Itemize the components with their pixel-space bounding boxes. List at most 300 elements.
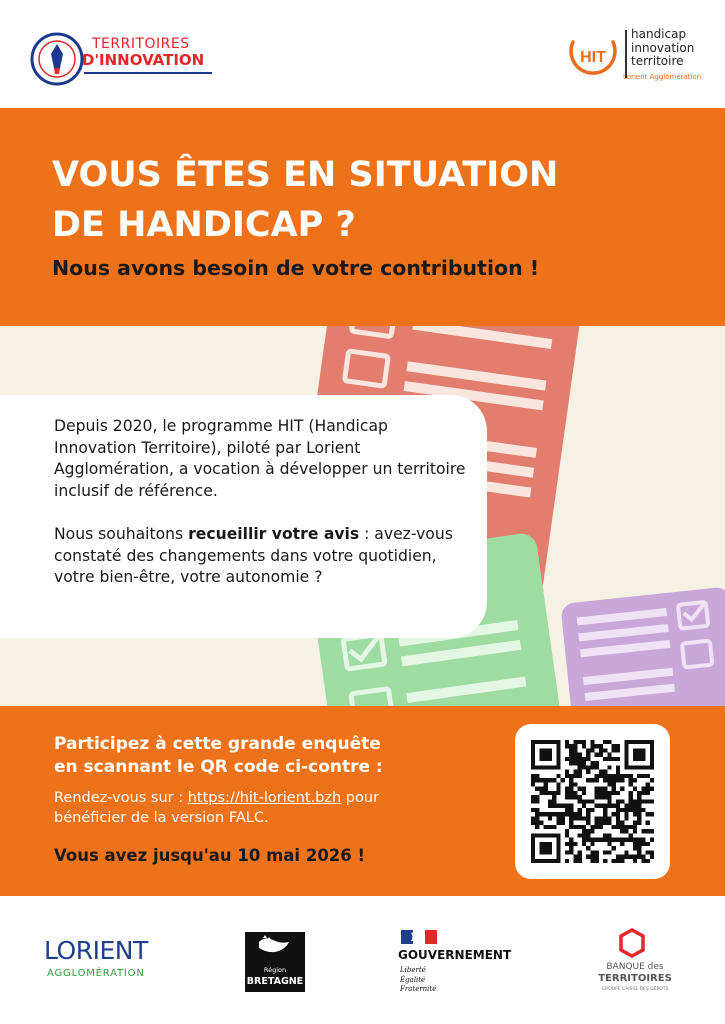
qr-module bbox=[595, 753, 599, 757]
bretagne-logo-region: Région bbox=[263, 966, 287, 974]
qr-module bbox=[637, 812, 641, 816]
deadline-text: Vous avez jusqu'au 10 mai 2026 ! bbox=[54, 846, 366, 865]
qr-module bbox=[556, 804, 560, 808]
qr-module bbox=[599, 787, 603, 791]
qr-module bbox=[552, 812, 556, 816]
qr-module bbox=[603, 795, 607, 799]
qr-module bbox=[616, 816, 620, 820]
qr-module bbox=[616, 855, 620, 859]
lorient-logo-name: LORIENT bbox=[44, 936, 148, 965]
qr-module bbox=[578, 799, 582, 803]
qr-module bbox=[531, 799, 535, 803]
qr-module bbox=[637, 816, 641, 820]
qr-module bbox=[569, 782, 573, 786]
qr-module bbox=[582, 787, 586, 791]
qr-module bbox=[629, 799, 633, 803]
qr-module bbox=[620, 855, 624, 859]
qr-module bbox=[616, 804, 620, 808]
qr-module bbox=[599, 744, 603, 748]
qr-module bbox=[595, 791, 599, 795]
qr-module bbox=[641, 791, 645, 795]
qr-module bbox=[620, 774, 624, 778]
qr-module bbox=[641, 859, 645, 863]
qr-module bbox=[599, 748, 603, 752]
visit-text bbox=[54, 788, 454, 828]
qr-module bbox=[641, 774, 645, 778]
qr-module bbox=[578, 795, 582, 799]
qr-module bbox=[565, 833, 569, 837]
qr-module bbox=[586, 753, 590, 757]
qr-module bbox=[650, 799, 654, 803]
qr-module bbox=[633, 778, 637, 782]
qr-module bbox=[569, 821, 573, 825]
qr-module bbox=[607, 816, 611, 820]
qr-module bbox=[595, 744, 599, 748]
qr-module bbox=[578, 740, 582, 744]
qr-module bbox=[641, 799, 645, 803]
qr-module bbox=[633, 859, 637, 863]
qr-module bbox=[624, 838, 628, 842]
qr-module bbox=[548, 791, 552, 795]
qr-module bbox=[616, 825, 620, 829]
qr-module bbox=[607, 791, 611, 795]
qr-module bbox=[573, 782, 577, 786]
qr-module bbox=[650, 787, 654, 791]
qr-module bbox=[646, 812, 650, 816]
qr-module bbox=[624, 804, 628, 808]
qr-module bbox=[552, 795, 556, 799]
intro-paragraph-2-start: Nous souhaitons bbox=[54, 525, 189, 543]
qr-module bbox=[603, 838, 607, 842]
qr-module bbox=[582, 833, 586, 837]
qr-module bbox=[535, 816, 539, 820]
qr-module bbox=[565, 770, 569, 774]
marianne-flag-icon bbox=[401, 930, 437, 944]
qr-module bbox=[531, 808, 535, 812]
qr-module bbox=[603, 821, 607, 825]
qr-module bbox=[569, 787, 573, 791]
qr-module bbox=[565, 850, 569, 854]
qr-module bbox=[569, 753, 573, 757]
qr-module bbox=[650, 838, 654, 842]
qr-module bbox=[624, 774, 628, 778]
qr-module bbox=[590, 799, 594, 803]
survey-link[interactable]: https://hit-lorient.bzh bbox=[187, 790, 342, 806]
qr-module bbox=[624, 808, 628, 812]
qr-module bbox=[569, 804, 573, 808]
qr-module bbox=[633, 799, 637, 803]
qr-module bbox=[616, 808, 620, 812]
cta-line-1: Participez à cette grande enquête bbox=[54, 734, 381, 754]
qr-module bbox=[569, 744, 573, 748]
qr-module bbox=[586, 770, 590, 774]
territoires-logo-underline bbox=[84, 72, 212, 74]
qr-module bbox=[620, 825, 624, 829]
qr-module bbox=[556, 821, 560, 825]
qr-module bbox=[629, 804, 633, 808]
qr-module bbox=[582, 842, 586, 846]
qr-module bbox=[578, 833, 582, 837]
qr-module bbox=[573, 859, 577, 863]
intro-paragraph-2-end: : avez-vous constaté des changements dans votre quotidien, votre bien-être, votre autonomie ? bbox=[54, 525, 453, 586]
qr-module bbox=[637, 842, 641, 846]
banque-hexagon-mark-icon bbox=[618, 928, 646, 958]
qr-module bbox=[590, 842, 594, 846]
qr-module bbox=[586, 816, 590, 820]
qr-module bbox=[569, 846, 573, 850]
motto-liberte: Liberté bbox=[400, 966, 426, 974]
qr-module bbox=[616, 859, 620, 863]
qr-module bbox=[578, 859, 582, 863]
qr-module bbox=[641, 842, 645, 846]
qr-module bbox=[637, 808, 641, 812]
qr-module bbox=[624, 829, 628, 833]
qr-finder-core bbox=[539, 748, 552, 761]
qr-module bbox=[616, 774, 620, 778]
qr-module bbox=[633, 838, 637, 842]
qr-module bbox=[590, 829, 594, 833]
qr-module bbox=[573, 774, 577, 778]
qr-module bbox=[578, 765, 582, 769]
qr-module bbox=[633, 846, 637, 850]
qr-module bbox=[586, 757, 590, 761]
qr-module bbox=[578, 850, 582, 854]
qr-module bbox=[646, 850, 650, 854]
qr-module bbox=[633, 855, 637, 859]
qr-module bbox=[612, 825, 616, 829]
qr-module bbox=[569, 778, 573, 782]
qr-module bbox=[578, 825, 582, 829]
qr-module bbox=[565, 744, 569, 748]
qr-module bbox=[620, 821, 624, 825]
qr-module bbox=[633, 825, 637, 829]
qr-module bbox=[599, 825, 603, 829]
qr-module bbox=[620, 787, 624, 791]
qr-module bbox=[582, 761, 586, 765]
qr-module bbox=[548, 812, 552, 816]
qr-module bbox=[616, 748, 620, 752]
headline-line-1: VOUS ÊTES EN SITUATION bbox=[52, 155, 559, 195]
qr-module bbox=[548, 804, 552, 808]
qr-module bbox=[599, 821, 603, 825]
qr-module bbox=[544, 791, 548, 795]
qr-module bbox=[556, 782, 560, 786]
qr-module bbox=[646, 821, 650, 825]
hit-logo-text bbox=[631, 28, 694, 69]
qr-module bbox=[646, 774, 650, 778]
qr-module bbox=[569, 850, 573, 854]
qr-module bbox=[603, 787, 607, 791]
qr-module bbox=[565, 740, 569, 744]
qr-module bbox=[586, 829, 590, 833]
bretagne-logo-name: BRETAGNE bbox=[246, 976, 304, 987]
qr-module bbox=[590, 838, 594, 842]
qr-module bbox=[650, 778, 654, 782]
qr-module bbox=[595, 850, 599, 854]
qr-module bbox=[535, 812, 539, 816]
qr-module bbox=[590, 740, 594, 744]
qr-module bbox=[612, 748, 616, 752]
qr-module bbox=[539, 821, 543, 825]
qr-module bbox=[633, 829, 637, 833]
qr-module bbox=[629, 838, 633, 842]
qr-module bbox=[573, 795, 577, 799]
hit-logo-line-3: territoire bbox=[631, 54, 684, 68]
qr-module bbox=[578, 774, 582, 778]
qr-module bbox=[556, 791, 560, 795]
qr-module bbox=[599, 816, 603, 820]
qr-module bbox=[603, 778, 607, 782]
intro-paragraph-2-bold: recueillir votre avis bbox=[188, 525, 360, 543]
qr-module bbox=[590, 825, 594, 829]
qr-module bbox=[578, 812, 582, 816]
qr-module bbox=[582, 838, 586, 842]
qr-module bbox=[595, 816, 599, 820]
qr-module bbox=[624, 850, 628, 854]
header bbox=[0, 0, 725, 108]
qr-module bbox=[603, 812, 607, 816]
qr-module bbox=[573, 748, 577, 752]
qr-module bbox=[633, 804, 637, 808]
qr-module bbox=[535, 795, 539, 799]
qr-module bbox=[552, 804, 556, 808]
qr-module bbox=[620, 842, 624, 846]
qr-module bbox=[531, 782, 535, 786]
territoires-seal-icon bbox=[30, 32, 84, 86]
qr-module bbox=[573, 757, 577, 761]
qr-module bbox=[565, 787, 569, 791]
qr-module bbox=[603, 833, 607, 837]
qr-module bbox=[629, 795, 633, 799]
qr-module bbox=[595, 778, 599, 782]
qr-finder-core bbox=[539, 842, 552, 855]
qr-module bbox=[603, 770, 607, 774]
qr-module bbox=[539, 778, 543, 782]
qr-module bbox=[629, 774, 633, 778]
qr-module bbox=[603, 850, 607, 854]
qr-module bbox=[535, 808, 539, 812]
hit-logo bbox=[565, 28, 715, 88]
qr-module bbox=[590, 859, 594, 863]
qr-module bbox=[595, 761, 599, 765]
qr-module bbox=[586, 812, 590, 816]
qr-module bbox=[552, 778, 556, 782]
qr-module bbox=[599, 804, 603, 808]
qr-module bbox=[535, 799, 539, 803]
qr-module bbox=[582, 825, 586, 829]
qr-module bbox=[573, 753, 577, 757]
qr-module bbox=[561, 816, 565, 820]
qr-module bbox=[616, 812, 620, 816]
qr-module bbox=[535, 825, 539, 829]
hit-logo-line-2: innovation bbox=[631, 40, 695, 55]
qr-module bbox=[582, 816, 586, 820]
qr-module bbox=[603, 816, 607, 820]
qr-module bbox=[531, 778, 535, 782]
qr-module bbox=[590, 748, 594, 752]
banque-logo-line2: TERRITOIRES bbox=[598, 973, 672, 984]
qr-module bbox=[569, 795, 573, 799]
banque-logo-line1: BANQUE des bbox=[606, 962, 664, 972]
qr-module bbox=[595, 825, 599, 829]
qr-module bbox=[633, 787, 637, 791]
qr-module bbox=[539, 791, 543, 795]
qr-module bbox=[612, 812, 616, 816]
qr-module bbox=[582, 799, 586, 803]
qr-module bbox=[586, 838, 590, 842]
qr-module bbox=[607, 778, 611, 782]
intro-paragraph-1: Depuis 2020, le programme HIT (Handicap Innovation Territoire), piloté par Lorient Agglomération, a vocation à développer un territoire inclusif de référence. bbox=[54, 417, 466, 500]
lorient-logo-sub: AGGLOMÉRATION bbox=[47, 968, 145, 979]
qr-module bbox=[582, 740, 586, 744]
qr-module bbox=[607, 838, 611, 842]
qr-module bbox=[612, 782, 616, 786]
qr-module bbox=[595, 787, 599, 791]
qr-module bbox=[590, 765, 594, 769]
qr-module bbox=[586, 855, 590, 859]
qr-module bbox=[569, 748, 573, 752]
qr-module bbox=[646, 799, 650, 803]
qr-module bbox=[637, 838, 641, 842]
qr-module bbox=[544, 778, 548, 782]
qr-module bbox=[565, 791, 569, 795]
qr-module bbox=[603, 740, 607, 744]
motto-fraternite: Fraternité bbox=[400, 985, 437, 993]
hit-logo-divider bbox=[625, 30, 627, 78]
qr-module bbox=[573, 842, 577, 846]
qr-module bbox=[603, 757, 607, 761]
qr-module bbox=[603, 804, 607, 808]
qr-module bbox=[552, 825, 556, 829]
qr-module bbox=[599, 770, 603, 774]
qr-module bbox=[624, 855, 628, 859]
qr-module bbox=[616, 799, 620, 803]
qr-module bbox=[616, 838, 620, 842]
qr-module bbox=[535, 787, 539, 791]
qr-module bbox=[578, 757, 582, 761]
qr-module bbox=[616, 778, 620, 782]
cta-heading bbox=[54, 733, 474, 779]
qr-module bbox=[539, 787, 543, 791]
qr-module bbox=[607, 795, 611, 799]
qr-module bbox=[578, 787, 582, 791]
qr-module bbox=[556, 812, 560, 816]
qr-module bbox=[637, 855, 641, 859]
qr-module bbox=[629, 833, 633, 837]
qr-module bbox=[607, 850, 611, 854]
qr-module bbox=[586, 748, 590, 752]
qr-module bbox=[650, 855, 654, 859]
qr-module bbox=[607, 833, 611, 837]
qr-code-icon[interactable] bbox=[531, 740, 654, 863]
qr-module bbox=[586, 765, 590, 769]
subheadline: Nous avons besoin de votre contribution ! bbox=[52, 256, 540, 280]
qr-module bbox=[569, 825, 573, 829]
qr-module bbox=[573, 816, 577, 820]
qr-module bbox=[578, 855, 582, 859]
qr-module bbox=[582, 765, 586, 769]
qr-module bbox=[531, 795, 535, 799]
qr-module bbox=[590, 808, 594, 812]
qr-module bbox=[616, 744, 620, 748]
qr-module bbox=[650, 850, 654, 854]
territoires-innovation-logo bbox=[30, 32, 220, 88]
qr-module bbox=[548, 778, 552, 782]
qr-module bbox=[544, 782, 548, 786]
qr-module bbox=[612, 744, 616, 748]
qr-module bbox=[637, 774, 641, 778]
qr-module bbox=[561, 778, 565, 782]
qr-module bbox=[565, 757, 569, 761]
qr-module bbox=[607, 765, 611, 769]
qr-module bbox=[561, 804, 565, 808]
qr-module bbox=[531, 774, 535, 778]
qr-module bbox=[531, 816, 535, 820]
qr-module bbox=[612, 757, 616, 761]
qr-module bbox=[578, 808, 582, 812]
qr-module bbox=[569, 816, 573, 820]
qr-module bbox=[646, 829, 650, 833]
qr-module bbox=[637, 791, 641, 795]
qr-module bbox=[573, 855, 577, 859]
qr-module bbox=[556, 787, 560, 791]
qr-module bbox=[565, 812, 569, 816]
qr-module bbox=[595, 855, 599, 859]
qr-module bbox=[548, 816, 552, 820]
qr-module bbox=[590, 850, 594, 854]
qr-module bbox=[599, 795, 603, 799]
qr-finder-core bbox=[633, 748, 646, 761]
qr-module bbox=[599, 838, 603, 842]
qr-module bbox=[612, 859, 616, 863]
qr-module bbox=[573, 740, 577, 744]
qr-module bbox=[633, 812, 637, 816]
qr-module bbox=[612, 774, 616, 778]
qr-module bbox=[646, 859, 650, 863]
qr-module bbox=[607, 842, 611, 846]
qr-module bbox=[573, 791, 577, 795]
qr-module bbox=[650, 812, 654, 816]
qr-module bbox=[616, 791, 620, 795]
qr-module bbox=[620, 808, 624, 812]
qr-module bbox=[535, 774, 539, 778]
qr-module bbox=[637, 804, 641, 808]
qr-module bbox=[565, 808, 569, 812]
qr-module bbox=[641, 838, 645, 842]
qr-module bbox=[641, 808, 645, 812]
qr-module bbox=[561, 812, 565, 816]
territoires-logo-line1: TERRITOIRES bbox=[92, 36, 190, 52]
qr-module bbox=[565, 804, 569, 808]
qr-module bbox=[552, 799, 556, 803]
qr-module bbox=[565, 859, 569, 863]
intro-paragraph-2 bbox=[54, 524, 474, 589]
qr-module bbox=[641, 829, 645, 833]
qr-module bbox=[646, 782, 650, 786]
qr-module bbox=[569, 774, 573, 778]
qr-module bbox=[586, 799, 590, 803]
qr-module bbox=[646, 842, 650, 846]
qr-module bbox=[607, 821, 611, 825]
qr-module bbox=[629, 855, 633, 859]
qr-module bbox=[603, 791, 607, 795]
qr-module bbox=[633, 821, 637, 825]
qr-module bbox=[569, 842, 573, 846]
territoires-logo-line2: D'INNOVATION bbox=[82, 51, 205, 69]
qr-module bbox=[573, 770, 577, 774]
qr-module bbox=[637, 799, 641, 803]
hit-mark-icon bbox=[565, 28, 621, 84]
